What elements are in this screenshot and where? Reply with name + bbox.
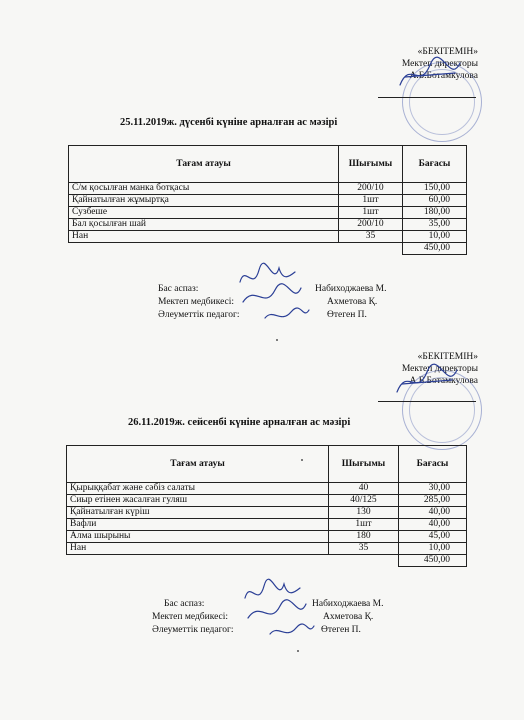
dish-cell: Вафли: [67, 519, 329, 531]
handwritten-signatures: [235, 262, 315, 327]
signature-role: Әлеуметтік педагог:: [158, 310, 240, 320]
table-row: [67, 531, 467, 543]
price-cell: 285,00: [399, 495, 467, 507]
dish-cell: Нан: [69, 231, 339, 243]
yield-cell: 1шт: [339, 207, 403, 219]
menu-title-2: 26.11.2019ж. сейсенбі күніне арналған ас мәзірі: [128, 417, 351, 428]
price-cell: 10,00: [403, 231, 467, 243]
signature-name: Өтеген П.: [327, 310, 367, 320]
price-cell: 45,00: [399, 531, 467, 543]
table-row: [69, 207, 467, 219]
approval-underline: [378, 97, 476, 98]
scan-speck: [297, 650, 299, 652]
header-dish: Тағам атауы: [69, 146, 339, 183]
total-cell: 450,00: [399, 555, 467, 567]
director-signature: [395, 55, 465, 95]
yield-cell: 35: [339, 231, 403, 243]
signature-role: Мектеп медбикесі:: [158, 297, 235, 307]
yield-cell: 200/10: [339, 219, 403, 231]
approval-underline: [378, 401, 476, 402]
menu-title-1: 25.11.2019ж. дүсенбі күніне арналған ас мәзірі: [120, 117, 338, 128]
price-cell: 40,00: [399, 507, 467, 519]
menu-table-1: [68, 145, 467, 255]
price-cell: 180,00: [403, 207, 467, 219]
signature-name: Ахметова Қ.: [323, 612, 374, 622]
yield-cell: 130: [329, 507, 399, 519]
signature-role: Әлеуметтік педагог:: [152, 625, 234, 635]
dish-cell: Қайнатылған күріш: [67, 507, 329, 519]
signature-name: Өтеген П.: [321, 625, 361, 635]
scan-speck: [276, 339, 278, 341]
table-header-row: [69, 146, 467, 183]
dish-cell: Қайнатылған жұмыртқа: [69, 195, 339, 207]
yield-cell: 1шт: [329, 519, 399, 531]
price-cell: 40,00: [399, 519, 467, 531]
table-row: [67, 483, 467, 495]
dish-cell: Сузбеше: [69, 207, 339, 219]
yield-cell: 180: [329, 531, 399, 543]
yield-cell: 1шт: [339, 195, 403, 207]
yield-cell: 40/125: [329, 495, 399, 507]
table-row: [67, 543, 467, 555]
director-signature: [392, 362, 462, 402]
header-yield: Шығымы: [339, 146, 403, 183]
header-price: Бағасы: [399, 446, 467, 483]
yield-cell: 40: [329, 483, 399, 495]
dish-cell: Бал қосылған шай: [69, 219, 339, 231]
dish-cell: Алма шырыны: [67, 531, 329, 543]
signature-name: Набиходжаева М.: [312, 599, 384, 609]
yield-cell: 35: [329, 543, 399, 555]
yield-cell: 200/10: [339, 183, 403, 195]
table-total-row: [67, 555, 467, 567]
dish-cell: Қырыққабат және сәбіз салаты: [67, 483, 329, 495]
signature-role: Бас аспаз:: [158, 284, 199, 294]
table-row: [69, 231, 467, 243]
approval-heading: «БЕКІТЕМІН»: [417, 47, 478, 57]
table-header-row: [67, 446, 467, 483]
dish-cell: Сиыр етінен жасалған гуляш: [67, 495, 329, 507]
signature-name: Ахметова Қ.: [327, 297, 378, 307]
table-row: [69, 195, 467, 207]
scan-speck: [301, 459, 303, 461]
table-total-row: [69, 243, 467, 255]
price-cell: 10,00: [399, 543, 467, 555]
table-row: [69, 183, 467, 195]
table-row: [69, 219, 467, 231]
signature-name: Набиходжаева М.: [315, 284, 387, 294]
table-row: [67, 507, 467, 519]
signature-role: Бас аспаз:: [164, 599, 205, 609]
dish-cell: Нан: [67, 543, 329, 555]
approval-heading: «БЕКІТЕМІН»: [417, 352, 478, 362]
handwritten-signatures: [240, 578, 320, 643]
menu-table-2: [66, 445, 467, 567]
header-dish: Тағам атауы: [67, 446, 329, 483]
signature-role: Мектеп медбикесі:: [152, 612, 229, 622]
price-cell: 35,00: [403, 219, 467, 231]
header-price: Бағасы: [403, 146, 467, 183]
dish-cell: С/м қосылған манка ботқасы: [69, 183, 339, 195]
price-cell: 30,00: [399, 483, 467, 495]
price-cell: 150,00: [403, 183, 467, 195]
table-row: [67, 495, 467, 507]
director-name: А.Б.Ботамкулова: [409, 376, 478, 386]
director-name: А.Б.Ботамкулова: [409, 71, 478, 81]
director-role: Мектеп директоры: [401, 364, 478, 374]
price-cell: 60,00: [403, 195, 467, 207]
table-row: [67, 519, 467, 531]
header-yield: Шығымы: [329, 446, 399, 483]
total-cell: 450,00: [403, 243, 467, 255]
director-role: Мектеп директоры: [401, 59, 478, 69]
